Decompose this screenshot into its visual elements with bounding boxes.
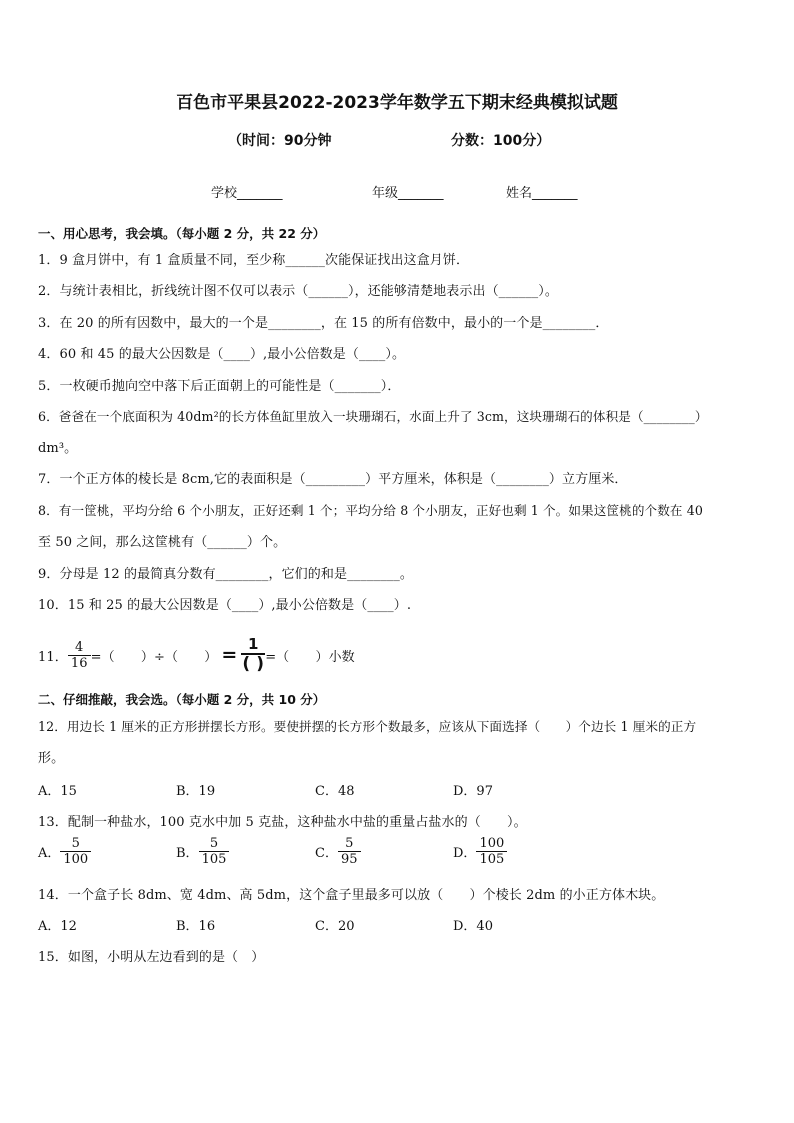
question-11-middle: =（ ）÷（ ） — [90, 649, 218, 665]
fraction-numerator: 5 — [209, 836, 219, 851]
question-8-line-2: 至 50 之间，那么这筐桃有（______）个。 — [38, 535, 287, 550]
question-12-line-2: 形。 — [38, 751, 65, 766]
fraction-4-16 — [68, 640, 91, 671]
exam-score: 分数：100分） — [451, 133, 551, 149]
question-14-option-d: D．40 — [453, 919, 493, 934]
question-12-option-b: B．19 — [176, 784, 216, 799]
question-12-line-1: 12．用边长 1 厘米的正方形拼摆长方形。要使拼摆的长方形个数最多，应该从下面选择（ ）个边长 1 厘米的正方 — [38, 719, 697, 734]
fraction-numerator: 4 — [75, 639, 84, 655]
fraction-denominator: 95 — [338, 851, 361, 867]
question-11 — [38, 636, 355, 674]
question-13-option-a — [38, 836, 91, 867]
school-field: 学校_______ — [211, 186, 283, 201]
option-fraction — [199, 836, 230, 867]
option-label: D． — [453, 846, 477, 861]
question-14-option-b: B．16 — [176, 919, 216, 934]
question-2: 2．与统计表相比，折线统计图不仅可以表示（______），还能够清楚地表示出（______）。 — [38, 284, 558, 299]
question-12-option-d: D．97 — [453, 784, 493, 799]
section-2-heading: 二、仔细推敲，我会选。（每小题 2 分，共 10 分） — [38, 692, 326, 707]
question-13-option-d — [453, 836, 507, 867]
question-12-option-c: C．48 — [315, 784, 355, 799]
option-fraction — [338, 836, 361, 867]
question-5: 5．一枚硬币抛向空中落下后正面朝上的可能性是（_______）． — [38, 379, 401, 394]
fraction-denominator: 105 — [476, 851, 507, 867]
question-13-option-b — [176, 836, 229, 867]
question-12-option-a: A．15 — [38, 784, 77, 799]
exam-time: （时间：90分钟 — [228, 133, 332, 149]
fraction-denominator: 105 — [199, 851, 230, 867]
option-label: A． — [38, 846, 61, 861]
fraction-1-over-blank — [241, 636, 265, 674]
fraction-numerator: 5 — [71, 836, 80, 851]
fraction-numerator: 5 — [345, 836, 354, 851]
equals-sign: = — [221, 644, 238, 666]
question-10: 10．15 和 25 的最大公因数是（____）,最小公倍数是（____）. — [38, 598, 412, 613]
fraction-numerator: 100 — [479, 836, 505, 851]
name-field: 姓名_______ — [506, 186, 578, 201]
section-1-heading: 一、用心思考，我会填。（每小题 2 分，共 22 分） — [38, 226, 326, 241]
page-title: 百色市平果县2022-2023学年数学五下期末经典模拟试题 — [176, 93, 618, 113]
question-9: 9．分母是 12 的最简真分数有________，它们的和是________。 — [38, 567, 413, 582]
question-14-option-c: C．20 — [315, 919, 355, 934]
option-fraction — [476, 836, 507, 867]
question-14-option-a: A．12 — [38, 919, 77, 934]
question-11-tail: =（ ）小数 — [265, 649, 355, 665]
question-1: 1．9 盒月饼中，有 1 盒质量不同，至少称______次能保证找出这盒月饼． — [38, 253, 470, 268]
option-label: C． — [315, 846, 338, 861]
question-4: 4．60 和 45 的最大公因数是（____）,最小公倍数是（____）。 — [38, 347, 406, 362]
fraction-numerator: 1 — [248, 635, 259, 653]
question-6-line-2: dm³。 — [38, 441, 78, 456]
fraction-denominator: ( ) — [242, 654, 265, 674]
question-11-number: 11． — [38, 649, 68, 665]
option-fraction — [60, 836, 91, 867]
question-3: 3．在 20 的所有因数中，最大的一个是________，在 15 的所有倍数中，最小的一个是________． — [38, 316, 609, 331]
option-label: B． — [176, 846, 199, 861]
question-14: 14．一个盒子长 8dm、宽 4dm、高 5dm，这个盒子里最多可以放（ ）个棱长 2dm 的小正方体木块。 — [38, 888, 665, 903]
question-6-line-1: 6．爸爸在一个底面积为 40dm²的长方体鱼缸里放入一块珊瑚石，水面上升了 3cm，这块珊瑚石的体积是（________） — [38, 409, 708, 424]
question-7: 7．一个正方体的棱长是 8cm,它的表面积是（_________）平方厘米，体积是（________）立方厘米． — [38, 472, 628, 487]
question-15: 15．如图，小明从左边看到的是（ ） — [38, 950, 265, 965]
fraction-denominator: 16 — [68, 655, 91, 671]
question-13-option-c — [315, 836, 361, 867]
fraction-denominator: 100 — [60, 851, 91, 867]
grade-field: 年级_______ — [372, 186, 444, 201]
question-13: 13．配制一种盐水，100 克水中加 5 克盐，这种盐水中盐的重量占盐水的（ ）。 — [38, 815, 527, 830]
question-8-line-1: 8．有一筐桃，平均分给 6 个小朋友，正好还剩 1 个；平均分给 8 个小朋友，正好也剩 1 个。如果这筐桃的个数在 40 — [38, 503, 703, 518]
